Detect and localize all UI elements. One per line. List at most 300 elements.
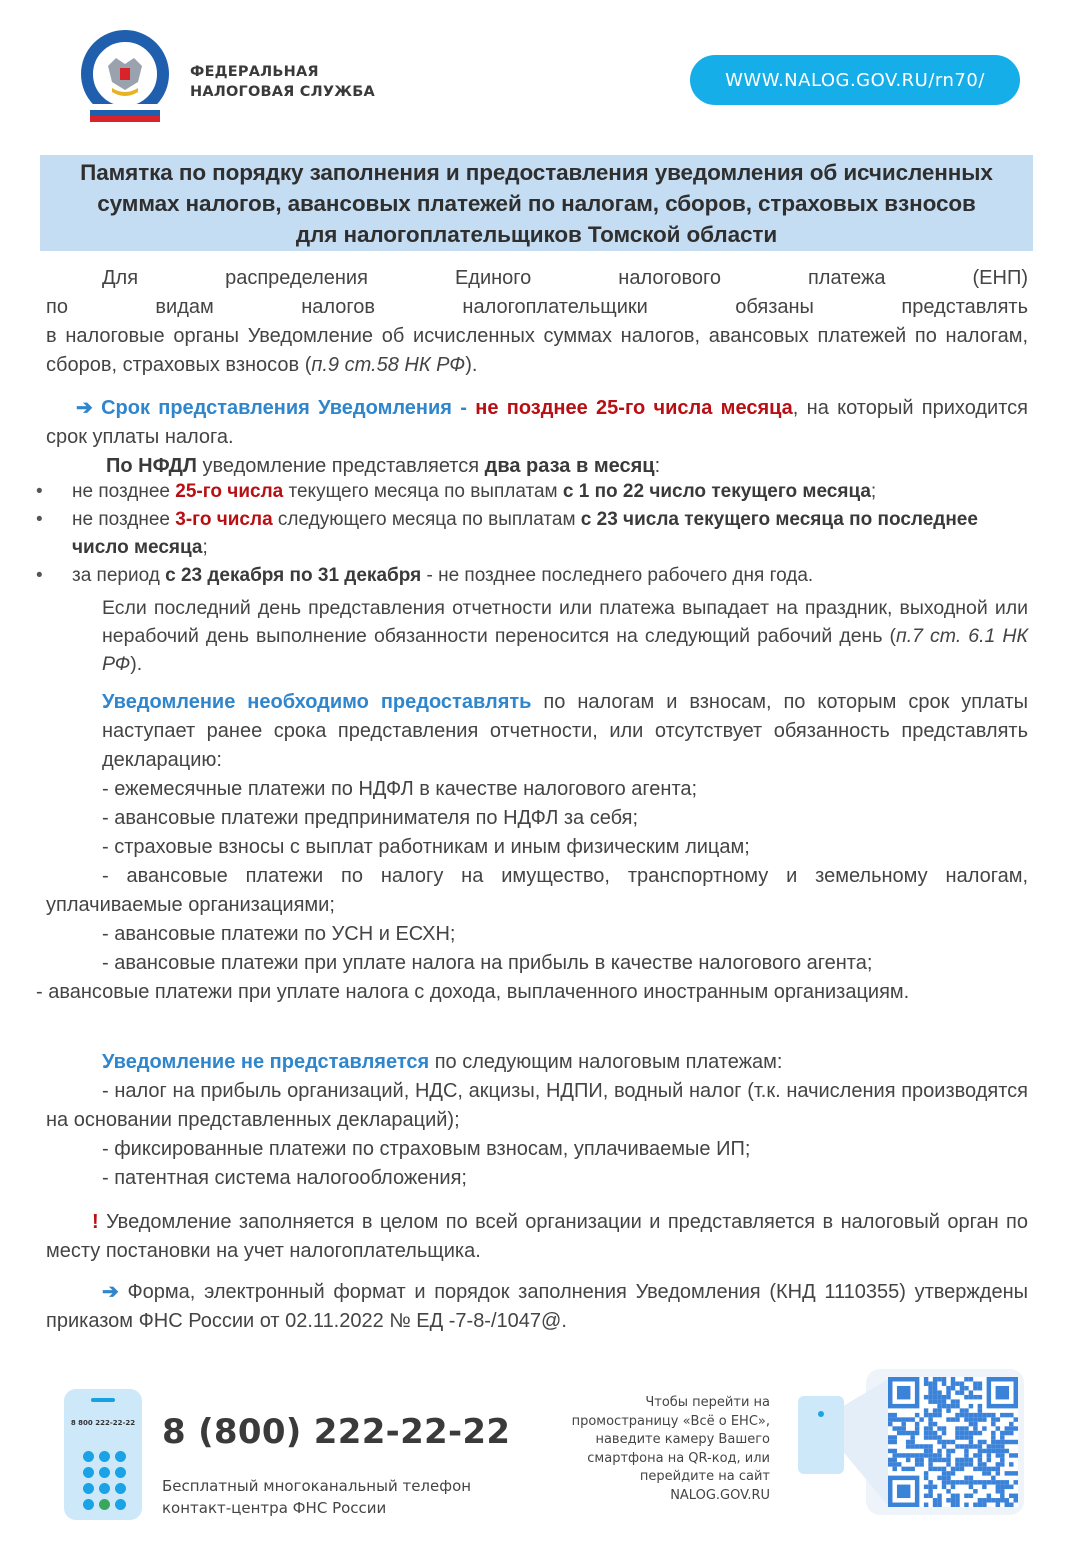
list-item — [36, 562, 1026, 590]
text-segment: Форма, электронный формат и порядок заполнения Уведомления (КНД 1110355) утверждены приказом ФНС России от 02.11.2022 № ЕД -7-8-/1047@. — [46, 1281, 1028, 1332]
qr-module — [924, 1449, 928, 1453]
text-segment: по следующим налоговым платежам: — [429, 1051, 783, 1073]
qr-module — [996, 1426, 1000, 1430]
deadline-label: Срок представления Уведомления — [101, 397, 452, 419]
qr-module — [946, 1386, 950, 1390]
not-required-intro — [46, 1048, 1028, 1077]
intro-line1: Для распределения Единого налогового платежа (ЕНП) — [102, 267, 1028, 289]
text-segment: с 1 по 22 число текущего месяца — [562, 481, 871, 502]
website-link[interactable]: WWW.NALOG.GOV.RU/rn70/ — [690, 55, 1020, 105]
qr-module — [982, 1485, 986, 1489]
qr-module — [1009, 1471, 1013, 1475]
text-segment: текущего месяца по выплатам — [283, 481, 563, 502]
qr-module — [933, 1503, 937, 1507]
qr-module — [978, 1453, 982, 1457]
qr-module — [915, 1431, 919, 1435]
qr-module — [928, 1480, 932, 1484]
qr-module — [933, 1431, 937, 1435]
key-dot — [99, 1451, 110, 1462]
text-segment: два раза в месяц — [484, 455, 655, 477]
qr-module — [991, 1476, 995, 1480]
qr-module — [924, 1431, 928, 1435]
qr-module — [937, 1435, 941, 1439]
qr-module — [969, 1458, 973, 1462]
qr-module — [901, 1417, 905, 1421]
qr-module — [964, 1413, 968, 1417]
qr-module — [960, 1390, 964, 1394]
qr-module — [1000, 1413, 1004, 1417]
qr-module — [933, 1467, 937, 1471]
qr-module — [937, 1377, 941, 1381]
qr-module — [969, 1485, 973, 1489]
qr-module — [951, 1377, 955, 1381]
qr-module — [1009, 1485, 1013, 1489]
qr-module — [892, 1426, 896, 1430]
required-intro — [46, 688, 1028, 775]
qr-module — [933, 1395, 937, 1399]
qr-module — [1005, 1440, 1009, 1444]
qr-module — [973, 1386, 977, 1390]
list-item: - страховые взносы с выплат работникам и иным физическим лицам; — [102, 836, 750, 858]
qr-module — [987, 1449, 991, 1453]
qr-module — [937, 1503, 941, 1507]
qr-module — [1005, 1413, 1009, 1417]
qr-module — [1009, 1413, 1013, 1417]
qr-module — [924, 1453, 928, 1457]
key-dot — [99, 1483, 110, 1494]
qr-module — [991, 1435, 995, 1439]
qr-module — [933, 1381, 937, 1385]
qr-module — [955, 1435, 959, 1439]
qr-module — [937, 1426, 941, 1430]
intro-body — [46, 322, 1028, 380]
qr-module — [964, 1458, 968, 1462]
qr-module — [901, 1453, 905, 1457]
qr-module — [978, 1480, 982, 1484]
qr-module — [1009, 1422, 1013, 1426]
list-item: - авансовые платежи при уплате налога на прибыль в качестве налогового агента; — [102, 952, 873, 974]
qr-module — [937, 1498, 941, 1502]
qr-module — [978, 1440, 982, 1444]
qr-module — [955, 1417, 959, 1421]
qr-module — [955, 1413, 959, 1417]
qr-module — [946, 1453, 950, 1457]
key-dot — [115, 1483, 126, 1494]
qr-module — [969, 1422, 973, 1426]
text-segment: Бесплатный многоканальный телефон — [162, 1477, 472, 1495]
qr-module — [933, 1408, 937, 1412]
key-dot — [83, 1467, 94, 1478]
qr-module — [951, 1480, 955, 1484]
qr-module — [1014, 1498, 1018, 1502]
qr-module — [933, 1386, 937, 1390]
qr-module — [978, 1444, 982, 1448]
intro-paragraph — [46, 264, 1028, 380]
qr-module — [915, 1444, 919, 1448]
qr-finder-pattern — [897, 1386, 910, 1399]
qr-module — [910, 1417, 914, 1421]
qr-module — [897, 1426, 901, 1430]
qr-module — [969, 1377, 973, 1381]
qr-module — [951, 1440, 955, 1444]
qr-module — [960, 1381, 964, 1385]
qr-module — [1005, 1449, 1009, 1453]
qr-module — [964, 1444, 968, 1448]
qr-module — [996, 1462, 1000, 1466]
qr-module — [978, 1408, 982, 1412]
qr-module — [906, 1453, 910, 1457]
key-dot — [115, 1467, 126, 1478]
list-item: - авансовые платежи предпринимателя по НДФЛ за себя; — [102, 807, 639, 829]
qr-module — [996, 1485, 1000, 1489]
qr-module — [955, 1467, 959, 1471]
qr-module — [955, 1399, 959, 1403]
qr-module — [946, 1498, 950, 1502]
qr-module — [955, 1458, 959, 1462]
qr-module — [973, 1422, 977, 1426]
qr-module — [978, 1458, 982, 1462]
important-note — [46, 1208, 1028, 1266]
text-segment: ). — [465, 354, 478, 376]
hotline-description — [162, 1475, 471, 1519]
organization-name — [190, 62, 375, 102]
qr-module — [1000, 1485, 1004, 1489]
qr-module — [996, 1444, 1000, 1448]
qr-module — [973, 1426, 977, 1430]
text-segment: уведомление представляется — [196, 455, 485, 477]
qr-module — [951, 1503, 955, 1507]
text-segment: 3-го числа — [175, 509, 273, 530]
not-required-section — [46, 1048, 1028, 1193]
deadline-value: не позднее 25-го числа месяца — [475, 397, 793, 419]
text-segment: ; — [202, 537, 208, 558]
qr-module — [888, 1417, 892, 1421]
qr-module — [955, 1498, 959, 1502]
qr-module — [924, 1444, 928, 1448]
qr-module — [964, 1453, 968, 1457]
holiday-note — [102, 594, 1028, 678]
qr-module — [960, 1386, 964, 1390]
qr-module — [996, 1489, 1000, 1493]
qr-module — [1000, 1458, 1004, 1462]
qr-module — [1005, 1431, 1009, 1435]
qr-module — [960, 1435, 964, 1439]
qr-module — [996, 1480, 1000, 1484]
qr-module — [901, 1467, 905, 1471]
qr-module — [964, 1480, 968, 1484]
qr-module — [1014, 1494, 1018, 1498]
qr-module — [973, 1503, 977, 1507]
qr-module — [928, 1485, 932, 1489]
exclamation-icon: ! — [92, 1211, 99, 1233]
qr-module — [946, 1390, 950, 1394]
qr-module — [919, 1417, 923, 1421]
fns-emblem-logo — [80, 30, 170, 126]
key-dot — [83, 1483, 94, 1494]
qr-module — [973, 1467, 977, 1471]
qr-module — [937, 1390, 941, 1394]
qr-module — [955, 1480, 959, 1484]
list-item: - авансовые платежи при уплате налога с дохода, выплаченного иностранным организациям. — [36, 981, 910, 1003]
text-segment: наведите камеру Вашего — [595, 1432, 770, 1447]
qr-module — [924, 1395, 928, 1399]
qr-module — [942, 1377, 946, 1381]
qr-module — [960, 1444, 964, 1448]
qr-module — [955, 1381, 959, 1385]
qr-module — [937, 1494, 941, 1498]
qr-module — [969, 1395, 973, 1399]
form-info — [46, 1278, 1028, 1336]
page-title: Памятка по порядку заполнения и предоставления уведомления об исчисленных суммах налогов, авансовых платежей по налогам, сборов, страховых взносов для налогоплательщиков Томской области — [80, 159, 993, 247]
qr-module — [978, 1381, 982, 1385]
qr-module — [1009, 1426, 1013, 1430]
qr-module — [928, 1467, 932, 1471]
qr-module — [955, 1404, 959, 1408]
qr-module — [901, 1422, 905, 1426]
required-label: Уведомление необходимо предоставлять — [102, 691, 532, 713]
qr-module — [964, 1426, 968, 1430]
qr-module — [973, 1480, 977, 1484]
qr-module — [969, 1404, 973, 1408]
qr-module — [946, 1440, 950, 1444]
qr-module — [933, 1485, 937, 1489]
qr-module — [928, 1417, 932, 1421]
qr-module — [928, 1449, 932, 1453]
qr-module — [906, 1440, 910, 1444]
text-segment: за период — [72, 565, 166, 586]
qr-module — [924, 1381, 928, 1385]
key-dot — [115, 1451, 126, 1462]
text-segment: контакт-центра ФНС России — [162, 1499, 387, 1517]
qr-module — [928, 1435, 932, 1439]
qr-module — [978, 1503, 982, 1507]
list-item — [36, 506, 1026, 562]
qr-module — [982, 1503, 986, 1507]
qr-module — [1005, 1426, 1009, 1430]
qr-module — [991, 1440, 995, 1444]
qr-module — [996, 1471, 1000, 1475]
qr-module — [928, 1494, 932, 1498]
text-segment: не позднее — [72, 481, 176, 502]
qr-module — [964, 1476, 968, 1480]
qr-module — [942, 1485, 946, 1489]
qr-module — [892, 1440, 896, 1444]
qr-module — [919, 1453, 923, 1457]
qr-module — [942, 1476, 946, 1480]
qr-module — [991, 1431, 995, 1435]
qr-module — [946, 1458, 950, 1462]
qr-module — [915, 1462, 919, 1466]
qr-module — [955, 1462, 959, 1466]
qr-module — [1005, 1485, 1009, 1489]
qr-finder-pattern — [897, 1485, 910, 1498]
qr-module — [937, 1458, 941, 1462]
key-dot — [115, 1499, 126, 1510]
qr-module — [946, 1404, 950, 1408]
qr-module — [892, 1462, 896, 1466]
text-segment: по налогам и взносам, по которым срок уплаты наступает ранее срока представления отчетности, или отсутствует обязанность представлять декларацию: — [102, 691, 1028, 771]
phone-screen-number: 8 800 222-22-22 — [70, 1419, 136, 1427]
qr-module — [937, 1449, 941, 1453]
text-segment: в налоговые органы Уведомление об исчисленных суммах налогов, авансовых платежей по налогам, сборов, страховых взносов ( — [46, 325, 1028, 376]
qr-module — [951, 1417, 955, 1421]
qr-module — [942, 1399, 946, 1403]
qr-module — [982, 1471, 986, 1475]
qr-module — [951, 1498, 955, 1502]
key-dot — [83, 1499, 94, 1510]
qr-module — [1005, 1480, 1009, 1484]
qr-module — [991, 1444, 995, 1448]
qr-module — [996, 1449, 1000, 1453]
qr-module — [969, 1462, 973, 1466]
qr-module — [969, 1494, 973, 1498]
qr-module — [987, 1471, 991, 1475]
qr-module — [942, 1404, 946, 1408]
qr-module — [942, 1440, 946, 1444]
qr-module — [1009, 1431, 1013, 1435]
qr-module — [960, 1458, 964, 1462]
deadline-paragraph — [46, 394, 1028, 481]
qr-module — [897, 1417, 901, 1421]
qr-module — [955, 1444, 959, 1448]
qr-module — [1000, 1489, 1004, 1493]
qr-module — [933, 1377, 937, 1381]
qr-module — [991, 1449, 995, 1453]
qr-module — [978, 1413, 982, 1417]
qr-module — [897, 1431, 901, 1435]
qr-module — [1000, 1440, 1004, 1444]
qr-module — [910, 1440, 914, 1444]
hotline-phone-number[interactable]: 8 (800) 222-22-22 — [162, 1412, 511, 1452]
qr-module — [951, 1386, 955, 1390]
qr-module — [1014, 1480, 1018, 1484]
qr-module — [955, 1431, 959, 1435]
qr-module — [991, 1417, 995, 1421]
qr-module — [946, 1449, 950, 1453]
qr-module — [915, 1422, 919, 1426]
qr-module — [973, 1381, 977, 1385]
qr-module — [937, 1440, 941, 1444]
text-segment: смартфона на QR-код, или — [587, 1450, 770, 1466]
qr-module — [1014, 1440, 1018, 1444]
text-segment: следующего месяца по выплатам — [272, 509, 581, 530]
qr-module — [955, 1503, 959, 1507]
text-segment: ; — [870, 481, 877, 502]
text-segment: Чтобы перейти на — [645, 1395, 770, 1410]
qr-module — [942, 1431, 946, 1435]
qr-module — [955, 1426, 959, 1430]
qr-module — [987, 1413, 991, 1417]
key-dot — [99, 1467, 110, 1478]
qr-module — [937, 1399, 941, 1403]
qr-module — [906, 1431, 910, 1435]
qr-module — [1009, 1462, 1013, 1466]
qr-module — [897, 1453, 901, 1457]
list-item: - авансовые платежи по УСН и ЕСХН; — [102, 923, 456, 945]
qr-module — [915, 1458, 919, 1462]
qr-code[interactable] — [888, 1377, 1018, 1507]
qr-module — [946, 1471, 950, 1475]
qr-module — [924, 1435, 928, 1439]
text-segment: NALOG.GOV.RU — [670, 1487, 770, 1503]
qr-module — [960, 1413, 964, 1417]
qr-module — [991, 1498, 995, 1502]
qr-module — [928, 1395, 932, 1399]
qr-finder-pattern — [996, 1386, 1009, 1399]
qr-module — [969, 1440, 973, 1444]
org-name-line2: НАЛОГОВАЯ СЛУЖБА — [190, 84, 375, 100]
qr-module — [973, 1431, 977, 1435]
qr-module — [924, 1426, 928, 1430]
qr-module — [888, 1440, 892, 1444]
qr-module — [928, 1413, 932, 1417]
text-segment: с 23 декабря по 31 декабря — [165, 565, 422, 586]
qr-module — [910, 1435, 914, 1439]
phone-illustration-icon — [64, 1389, 142, 1520]
qr-module — [942, 1395, 946, 1399]
text-segment: 25-го числа — [175, 481, 284, 502]
list-item: - налог на прибыль организаций, НДС, акцизы, НДПИ, водный налог (т.к. начисления производятся на основании представленных деклараций); — [46, 1080, 1028, 1131]
qr-module — [928, 1386, 932, 1390]
title-banner — [40, 155, 1033, 251]
qr-module — [915, 1453, 919, 1457]
qr-module — [991, 1413, 995, 1417]
qr-module — [919, 1462, 923, 1466]
qr-module — [928, 1462, 932, 1466]
qr-module — [1009, 1440, 1013, 1444]
qr-module — [942, 1381, 946, 1385]
qr-module — [919, 1458, 923, 1462]
qr-module — [915, 1426, 919, 1430]
qr-module — [973, 1489, 977, 1493]
text-segment: - — [451, 397, 476, 419]
qr-module — [1009, 1494, 1013, 1498]
qr-module — [973, 1417, 977, 1421]
qr-module — [928, 1458, 932, 1462]
qr-module — [901, 1426, 905, 1430]
qr-module — [996, 1440, 1000, 1444]
qr-module — [951, 1449, 955, 1453]
qr-module — [978, 1395, 982, 1399]
not-required-label: Уведомление не представляется — [102, 1051, 430, 1073]
qr-module — [955, 1494, 959, 1498]
legal-reference: п.7 ст. 6.1 НК РФ — [102, 625, 1028, 675]
qr-module — [946, 1395, 950, 1399]
qr-module — [1014, 1453, 1018, 1457]
qr-module — [906, 1444, 910, 1448]
ndfl-deadline-list — [36, 478, 1026, 590]
qr-module — [937, 1467, 941, 1471]
list-item — [36, 478, 1026, 506]
legal-reference: п.9 ст.58 НК РФ — [311, 354, 466, 376]
qr-module — [928, 1422, 932, 1426]
qr-module — [982, 1426, 986, 1430]
text-segment: По НФДЛ — [106, 455, 197, 477]
qr-module — [996, 1503, 1000, 1507]
qr-module — [951, 1485, 955, 1489]
qr-module — [964, 1449, 968, 1453]
qr-module — [946, 1489, 950, 1493]
qr-module — [964, 1377, 968, 1381]
qr-module — [987, 1467, 991, 1471]
qr-module — [964, 1435, 968, 1439]
qr-module — [892, 1417, 896, 1421]
qr-module — [973, 1413, 977, 1417]
qr-module — [928, 1453, 932, 1457]
qr-module — [937, 1413, 941, 1417]
qr-module — [942, 1480, 946, 1484]
qr-module — [969, 1444, 973, 1448]
